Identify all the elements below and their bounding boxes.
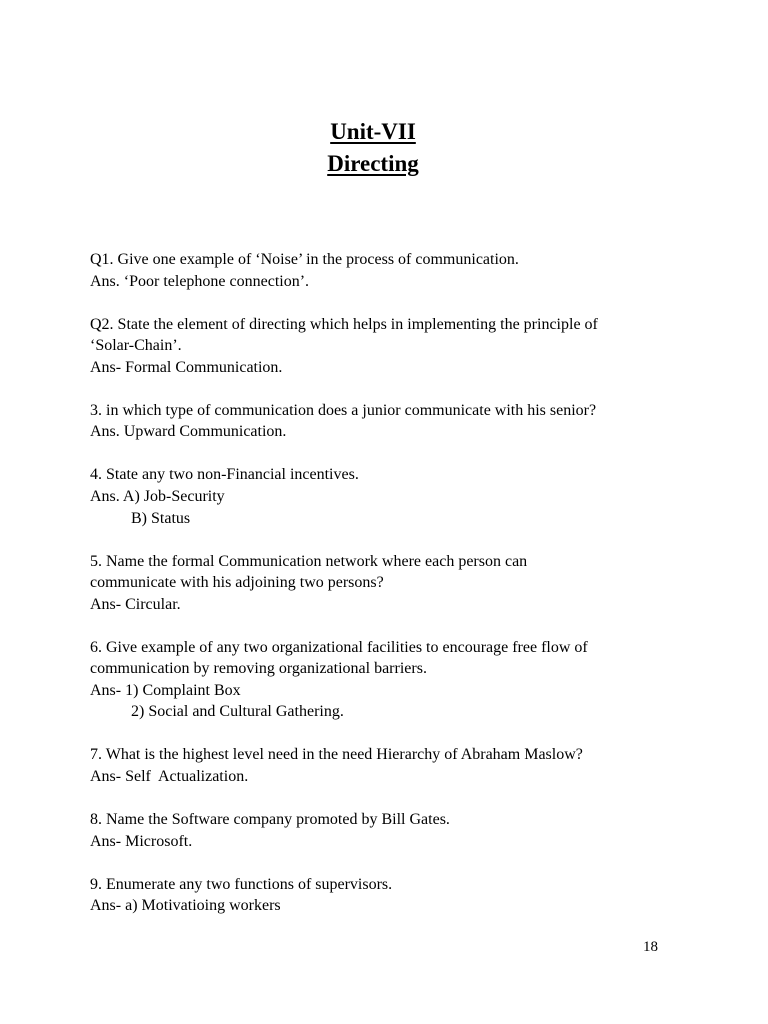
answer-text: Ans- a) Motivatioing workers xyxy=(90,897,281,915)
qa-item-1 xyxy=(90,249,670,292)
qa-item-7 xyxy=(90,744,670,787)
answer-text: Ans- Microsoft. xyxy=(90,832,193,850)
answer-text: Ans- Self Actualization. xyxy=(90,768,249,786)
answer-text-continued: B) Status xyxy=(131,509,191,527)
qa-item-8 xyxy=(90,809,670,852)
qa-item-5 xyxy=(90,551,670,616)
question-text-continued: communication by removing organizational barriers. xyxy=(90,660,427,678)
answer-text: Ans. Upward Communication. xyxy=(90,423,287,441)
qa-item-6 xyxy=(90,637,670,723)
unit-heading: Unit-VII xyxy=(330,119,416,144)
answer-text: Ans- Formal Communication. xyxy=(90,358,283,376)
question-text: 9. Enumerate any two functions of supervisors. xyxy=(90,875,393,893)
question-text: 7. What is the highest level need in the need Hierarchy of Abraham Maslow? xyxy=(90,746,583,764)
qa-item-2 xyxy=(90,314,670,379)
answer-text: Ans- Circular. xyxy=(90,595,181,613)
qa-item-9 xyxy=(90,874,670,917)
answer-text-continued: 2) Social and Cultural Gathering. xyxy=(131,703,344,721)
question-text: 5. Name the formal Communication network where each person can xyxy=(90,552,528,570)
question-text: Q1. Give one example of ‘Noise’ in the process of communication. xyxy=(90,251,519,268)
document-title xyxy=(0,116,746,180)
question-text: 3. in which type of communication does a junior communicate with his senior? xyxy=(90,401,597,419)
question-text: 4. State any two non-Financial incentives. xyxy=(90,466,359,484)
chapter-heading: Directing xyxy=(327,151,419,176)
question-text: 8. Name the Software company promoted by Bill Gates. xyxy=(90,811,450,829)
answer-text: Ans- 1) Complaint Box xyxy=(90,681,241,699)
answer-text: Ans. ‘Poor telephone connection’. xyxy=(90,272,310,290)
qa-item-3 xyxy=(90,400,670,443)
question-text: 6. Give example of any two organizational facilities to encourage free flow of xyxy=(90,638,588,656)
qa-item-4 xyxy=(90,464,670,529)
page-number: 18 xyxy=(643,939,658,955)
answer-text: Ans. A) Job-Security xyxy=(90,487,225,505)
question-answer-list xyxy=(90,249,670,938)
question-text-continued: ‘Solar-Chain’. xyxy=(90,337,182,355)
question-text: Q2. State the element of directing which helps in implementing the principle of xyxy=(90,315,598,333)
question-text-continued: communicate with his adjoining two persons? xyxy=(90,574,384,592)
